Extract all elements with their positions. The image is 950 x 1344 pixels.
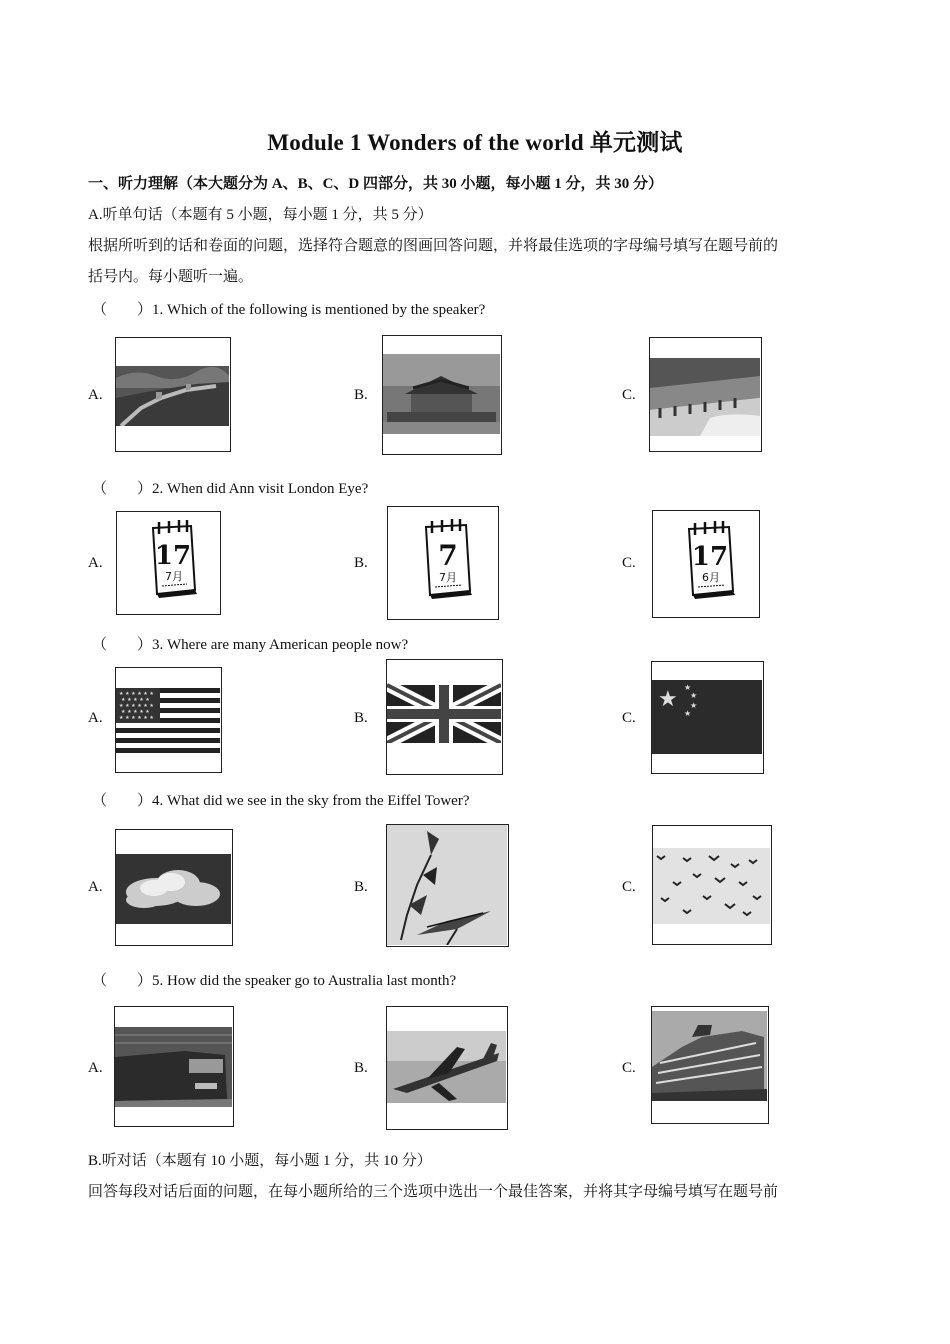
part-a-instruction-cont: 括号内。每小题听一遍。 xyxy=(88,269,254,285)
question-1 xyxy=(92,298,485,319)
question-2 xyxy=(92,477,368,498)
svg-text:★: ★ xyxy=(690,701,698,710)
plane-photo xyxy=(386,1006,508,1130)
option-label: A. xyxy=(88,1060,103,1076)
question-text: 4. What did we see in the sky from the Eiffel Tower? xyxy=(152,793,470,809)
calendar-day: 17 xyxy=(691,542,729,572)
option-label: C. xyxy=(622,555,636,571)
china-flag xyxy=(651,661,764,774)
svg-text:★ ★ ★ ★ ★ ★: ★ ★ ★ ★ ★ ★ xyxy=(119,715,154,721)
svg-text:★ ★ ★ ★ ★: ★ ★ ★ ★ ★ xyxy=(121,697,150,703)
question-text: 5. How did the speaker go to Australia last month? xyxy=(152,973,457,989)
part-a-heading: A.听单句话（本题有 5 小题，每小题 1 分，共 5 分） xyxy=(88,207,433,223)
svg-text:★: ★ xyxy=(690,691,698,700)
section-heading: 一、听力理解（本大题分为 A、B、C、D 四部分，共 30 小题，每小题 1 分，共 30 分） xyxy=(88,176,664,192)
question-text: 1. Which of the following is mentioned by the speaker? xyxy=(152,302,486,318)
calendar-month: 7月 xyxy=(165,570,183,583)
three-gorges-dam-photo xyxy=(649,337,762,452)
svg-text:★: ★ xyxy=(684,683,692,692)
calendar-month: 6月 xyxy=(702,571,720,584)
option-label: C. xyxy=(622,710,636,726)
option-label: B. xyxy=(354,710,368,726)
question-5 xyxy=(92,969,456,990)
option-label: B. xyxy=(354,555,368,571)
part-b-instruction: 回答每段对话后面的问题，在每小题所给的三个选项中选出一个最佳答案，并将其字母编号填写在题号前 xyxy=(88,1184,779,1200)
option-label: C. xyxy=(622,879,636,895)
answer-bracket[interactable]: （ ） xyxy=(92,481,153,497)
uk-flag xyxy=(386,659,503,775)
question-text: 3. Where are many American people now? xyxy=(152,637,409,653)
palace-museum-photo xyxy=(382,335,502,455)
calendar-month: 7月 xyxy=(439,571,457,584)
option-label: B. xyxy=(354,879,368,895)
page-title: Module 1 Wonders of the world 单元测试 xyxy=(267,130,683,155)
option-label: C. xyxy=(622,1060,636,1076)
ship-photo xyxy=(651,1006,769,1124)
calendar-17-june xyxy=(652,510,760,618)
answer-bracket[interactable]: （ ） xyxy=(92,637,153,653)
svg-text:★ ★ ★ ★ ★ ★: ★ ★ ★ ★ ★ ★ xyxy=(119,691,154,697)
option-label: A. xyxy=(88,879,103,895)
option-label: A. xyxy=(88,710,103,726)
usa-flag xyxy=(115,667,222,773)
svg-text:★ ★ ★ ★ ★ ★: ★ ★ ★ ★ ★ ★ xyxy=(119,703,154,709)
question-3 xyxy=(92,633,408,654)
option-label: A. xyxy=(88,555,103,571)
option-label: C. xyxy=(622,387,636,403)
question-4 xyxy=(92,789,469,810)
svg-text:★: ★ xyxy=(658,687,678,712)
svg-text:★: ★ xyxy=(684,709,692,718)
part-a-instruction: 根据所听到的话和卷面的问题，选择符合题意的图画回答问题，并将最佳选项的字母编号填写在题号前的 xyxy=(88,238,779,254)
train-photo xyxy=(114,1006,234,1127)
clouds-photo xyxy=(115,829,233,946)
calendar-17-july xyxy=(116,511,221,615)
answer-bracket[interactable]: （ ） xyxy=(92,793,153,809)
calendar-day: 7 xyxy=(438,539,458,572)
answer-bracket[interactable]: （ ） xyxy=(92,302,153,318)
kites-photo xyxy=(386,824,509,947)
calendar-day: 17 xyxy=(154,541,192,571)
answer-bracket[interactable]: （ ） xyxy=(92,973,153,989)
part-b-heading: B.听对话（本题有 10 小题，每小题 1 分，共 10 分） xyxy=(88,1153,432,1169)
option-label: B. xyxy=(354,387,368,403)
option-label: B. xyxy=(354,1060,368,1076)
question-text: 2. When did Ann visit London Eye? xyxy=(152,481,369,497)
option-label: A. xyxy=(88,387,103,403)
svg-text:★ ★ ★ ★ ★: ★ ★ ★ ★ ★ xyxy=(121,709,150,715)
calendar-7-july xyxy=(387,506,499,620)
birds-photo xyxy=(652,825,772,945)
great-wall-photo xyxy=(115,337,231,452)
